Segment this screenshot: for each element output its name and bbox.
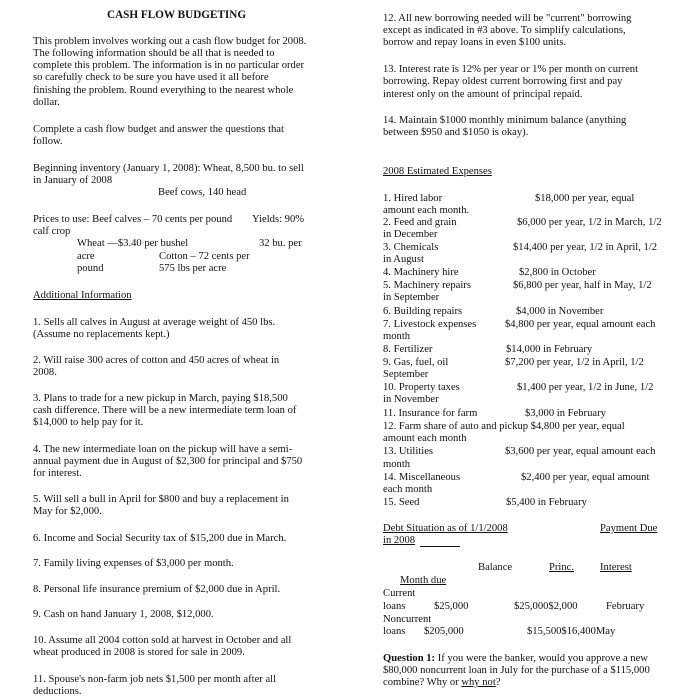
debt-heading-year: in 2008 xyxy=(383,535,416,546)
intro-line: so carefully check to be sure you have used it all before xyxy=(33,72,269,83)
info-item: annual payment due in August of $2,300 for principal and $750 xyxy=(33,456,303,467)
expense-amount: $4,800 per year, equal amount each xyxy=(505,319,656,330)
expense-label: amount each month. xyxy=(383,205,470,216)
expense-label: month xyxy=(383,331,411,342)
cotton-price: Cotton – 72 cents per xyxy=(159,251,250,262)
info-item: 7. Family living expenses of $3,000 per month. xyxy=(33,558,234,569)
expenses-heading: 2008 Estimated Expenses xyxy=(383,166,492,177)
expense-label: 7. Livestock expenses xyxy=(383,319,477,330)
expense-amount: $14,000 in February xyxy=(506,344,593,355)
expense-label: 10. Property taxes xyxy=(383,382,460,393)
expense-label: 11. Insurance for farm xyxy=(383,408,478,419)
expense-amount: $6,800 per year, half in May, 1/2 xyxy=(513,280,652,291)
inventory-line: in January of 2008 xyxy=(33,175,113,186)
info-item: 14. Maintain $1000 monthly minimum balance (anything xyxy=(383,115,627,126)
expense-label: 9. Gas, fuel, oil xyxy=(383,357,449,368)
expense-label: 8. Fertilizer xyxy=(383,344,433,355)
noncurrent-payment: $15,500$16,400May xyxy=(527,626,616,637)
question-text-part: ? xyxy=(495,677,501,688)
question-label: Question 1: xyxy=(383,653,436,664)
expense-label: 12. Farm share of auto and pickup $4,800 per year, equal xyxy=(383,421,625,432)
info-item: $14,000 to help pay for it. xyxy=(33,417,144,428)
expense-amount: $4,000 in November xyxy=(516,306,604,317)
info-item: 2008. xyxy=(33,367,57,378)
expense-amount: $1,400 per year, 1/2 in June, 1/2 xyxy=(517,382,654,393)
page-title: CASH FLOW BUDGETING xyxy=(107,9,247,21)
expense-amount: $2,800 in October xyxy=(519,267,596,278)
wheat-price: Wheat —$3.40 per bushel xyxy=(77,238,189,249)
question-underlined: why not xyxy=(461,677,496,688)
info-item: 6. Income and Social Security tax of $15,200 due in March. xyxy=(33,533,287,544)
expense-amount: $5,400 in February xyxy=(506,497,587,508)
question-1 xyxy=(383,653,648,665)
info-item: 10. Assume all 2004 cotton sold at harvest in October and all xyxy=(33,635,292,646)
info-item: for interest. xyxy=(33,468,82,479)
wheat-yield: 32 bu. per xyxy=(259,238,302,249)
inventory-line: Beginning inventory (January 1, 2008): Wheat, 8,500 bu. to sell xyxy=(33,163,304,174)
expense-label: 14. Miscellaneous xyxy=(383,472,461,483)
additional-info-heading: Additional Information xyxy=(33,290,132,301)
expense-label: 13. Utilities xyxy=(383,446,434,457)
info-item: 5. Will sell a bull in April for $800 and buy a replacement in xyxy=(33,494,289,505)
instruction-line: follow. xyxy=(33,136,63,147)
info-item: (Assume no replacements kept.) xyxy=(33,329,170,340)
expense-label: 5. Machinery repairs xyxy=(383,280,471,291)
current-payment: $25,000$2,000 xyxy=(514,601,578,612)
cotton-yield: 575 lbs per acre xyxy=(159,263,227,274)
info-item: borrowing. Repay oldest current borrowing first and pay xyxy=(383,76,623,87)
expense-label: 2. Feed and grain xyxy=(383,217,457,228)
expense-label: month xyxy=(383,459,411,470)
expense-amount: $2,400 per year, equal amount xyxy=(521,472,650,483)
noncurrent-balance: $205,000 xyxy=(424,626,464,637)
inventory-line: Beef cows, 140 head xyxy=(158,187,247,198)
info-item: deductions. xyxy=(33,686,82,697)
expense-label: in December xyxy=(383,229,438,240)
expense-label: amount each month xyxy=(383,433,467,444)
info-item: 4. The new intermediate loan on the pickup will have a semi- xyxy=(33,444,293,455)
expense-label: each month xyxy=(383,484,433,495)
current-label: Current xyxy=(383,588,416,599)
prices-line: calf crop xyxy=(33,226,71,237)
info-item: 1. Sells all calves in August at average weight of 450 lbs. xyxy=(33,317,276,328)
info-item: wheat produced in 2008 is stored for sale in 2009. xyxy=(33,647,245,658)
instruction-line: Complete a cash flow budget and answer the questions that xyxy=(33,124,284,135)
expense-amount: $14,400 per year, 1/2 in April, 1/2 xyxy=(513,242,658,253)
prices-line: Prices to use: Beef calves – 70 cents per pound xyxy=(33,214,233,225)
expense-label: 1. Hired labor xyxy=(383,193,443,204)
payment-due-header: Payment Due xyxy=(600,523,658,534)
princ-header: Princ. xyxy=(549,562,575,573)
expense-label: 15. Seed xyxy=(383,497,420,508)
expense-amount: $3,600 per year, equal amount each xyxy=(505,446,656,457)
yields-label: Yields: 90% xyxy=(252,214,305,225)
info-item: 13. Interest rate is 12% per year or 1% per month on current xyxy=(383,64,639,75)
info-item: May for $2,000. xyxy=(33,506,102,517)
question-text: $80,000 noncurrent loan in July for the purchase of a $115,000 xyxy=(383,665,650,676)
intro-line: complete this problem. The information is in no particular order xyxy=(33,60,305,71)
info-item: borrow and repay loans in even $100 units. xyxy=(383,37,566,48)
interest-header: Interest xyxy=(600,562,632,573)
question-text xyxy=(383,677,501,689)
loans-label: loans xyxy=(383,601,406,612)
info-item: 11. Spouse's non-farm job nets $1,500 per month after all xyxy=(33,674,277,685)
expense-label: in August xyxy=(383,254,424,265)
info-item: 2. Will raise 300 acres of cotton and 450 acres of wheat in xyxy=(33,355,280,366)
expense-label: in September xyxy=(383,292,440,303)
question-text-part: combine? Why or xyxy=(383,677,462,688)
expense-label: 3. Chemicals xyxy=(383,242,439,253)
info-item: 8. Personal life insurance premium of $2,000 due in April. xyxy=(33,584,281,595)
info-item: 9. Cash on hand January 1, 2008, $12,000. xyxy=(33,609,214,620)
balance-header: Balance xyxy=(478,562,513,573)
debt-heading: Debt Situation as of 1/1/2008 xyxy=(383,523,508,534)
expense-amount: $6,000 per year, 1/2 in March, 1/2 xyxy=(517,217,662,228)
current-month: February xyxy=(606,601,645,612)
intro-line: finishing the problem. Round everything to the nearest whole xyxy=(33,85,294,96)
info-item: cash difference. There will be a new intermediate term loan of xyxy=(33,405,297,416)
expense-amount: $18,000 per year, equal xyxy=(535,193,635,204)
info-item: 12. All new borrowing needed will be "current" borrowing xyxy=(383,13,632,24)
intro-line: dollar. xyxy=(33,97,60,108)
expense-amount: $3,000 in February xyxy=(525,408,606,419)
intro-line: This problem involves working out a cash flow budget for 2008. xyxy=(33,36,307,47)
current-balance: $25,000 xyxy=(434,601,469,612)
expense-label: 4. Machinery hire xyxy=(383,267,459,278)
info-item: between $950 and $1050 is okay). xyxy=(383,127,529,138)
intro-line: The following information should be all that is needed to xyxy=(33,48,275,59)
acre-label: acre xyxy=(77,251,95,262)
info-item: 3. Plans to trade for a new pickup in March, paying $18,500 xyxy=(33,393,288,404)
expense-label: September xyxy=(383,369,429,380)
expense-label: 6. Building repairs xyxy=(383,306,463,317)
month-due-header: Month due xyxy=(400,575,447,586)
noncurrent-label: Noncurrent xyxy=(383,614,432,625)
expense-amount: $7,200 per year, 1/2 in April, 1/2 xyxy=(505,357,644,368)
info-item: interest only on the amount of principal repaid. xyxy=(383,89,583,100)
expense-label: in November xyxy=(383,394,439,405)
loans-label: loans xyxy=(383,626,406,637)
question-text: If you were the banker, would you approve a new xyxy=(435,653,648,664)
pound-label: pound xyxy=(77,263,104,274)
debt-heading-rule xyxy=(420,546,460,547)
info-item: except as indicated in #3 above. To simplify calculations, xyxy=(383,25,626,36)
